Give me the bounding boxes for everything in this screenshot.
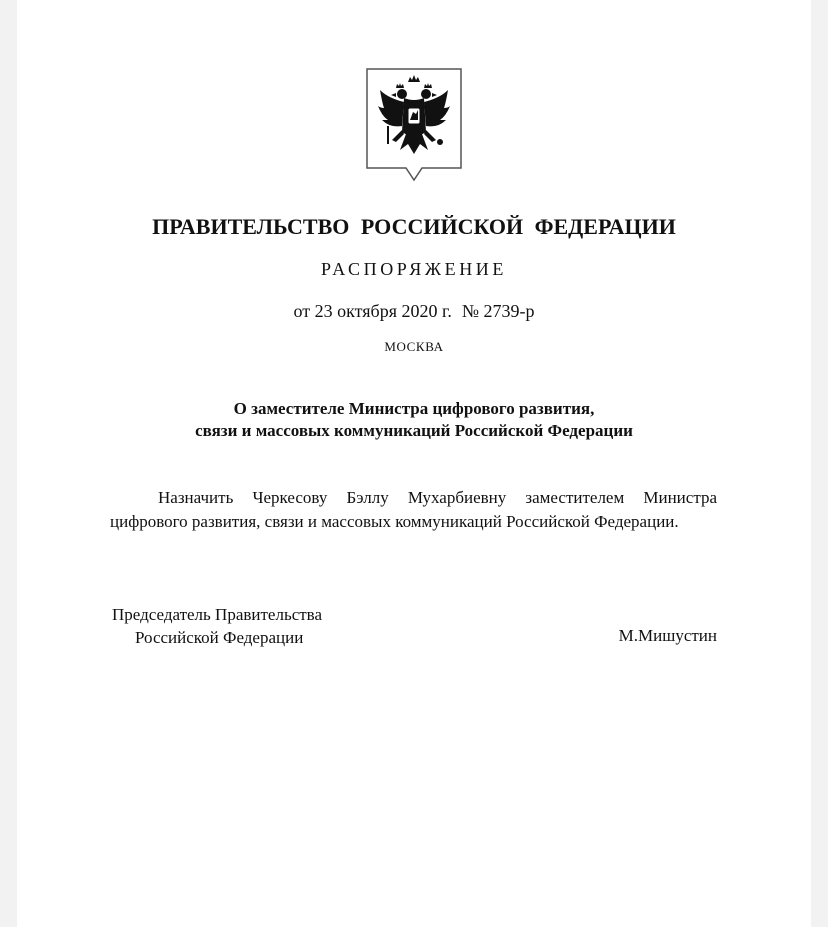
coat-of-arms-icon: [366, 68, 462, 182]
body-paragraph: Назначить Черкесову Бэллу Мухарбиевну заместителем Министра цифрового развития, связи и массовых коммуникаций Российской Федерации.: [110, 488, 717, 531]
signer-name: М.Мишустин: [618, 626, 717, 645]
subject-line-1: О заместителе Министра цифрового развития,: [233, 399, 595, 418]
document-number: № 2739-р: [461, 301, 535, 321]
date-line: [0, 301, 828, 322]
document-type: РАСПОРЯЖЕНИЕ: [320, 259, 507, 279]
document-subject: [0, 398, 828, 442]
city: МОСКВА: [384, 339, 444, 354]
signer-title-line-2: Российской Федерации: [135, 628, 304, 647]
signer-title: [112, 603, 322, 649]
government-title: ПРАВИТЕЛЬСТВО РОССИЙСКОЙ ФЕДЕРАЦИИ: [152, 214, 676, 239]
document-date: от 23 октября 2020 г.: [293, 301, 452, 321]
signer-title-line-1: Председатель Правительства: [112, 605, 323, 624]
subject-line-2: связи и массовых коммуникаций Российской Федерации: [195, 421, 633, 440]
